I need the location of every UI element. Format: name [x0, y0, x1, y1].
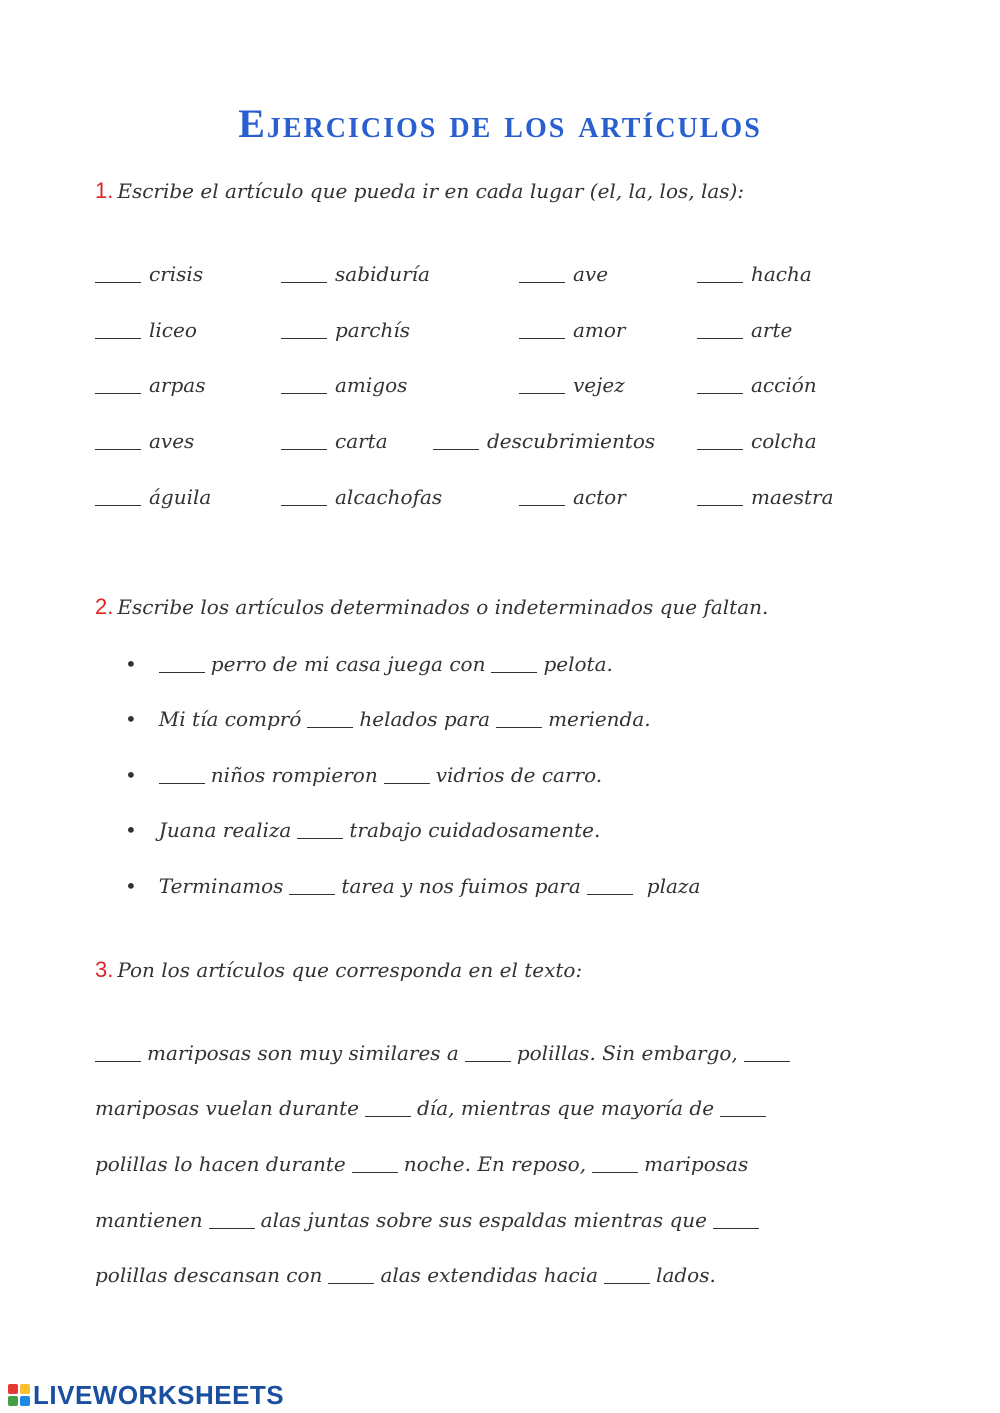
answer-blank[interactable]: [720, 1115, 766, 1117]
answer-blank[interactable]: [159, 782, 205, 784]
answer-blank[interactable]: [604, 1282, 650, 1284]
word-label: colcha: [751, 429, 817, 453]
answer-blank[interactable]: [697, 392, 743, 394]
paragraph-line-5: polillas descansan con alas extendidas hacia lados.: [95, 1263, 716, 1287]
answer-blank[interactable]: [307, 726, 353, 728]
answer-blank[interactable]: [95, 281, 141, 283]
section-3-number: 3.: [95, 957, 114, 982]
answer-blank[interactable]: [281, 504, 327, 506]
answer-blank[interactable]: [159, 671, 205, 673]
fill-item: [95, 373, 205, 397]
fill-item: [519, 373, 625, 397]
fill-item: [433, 429, 655, 453]
answer-blank[interactable]: [519, 392, 565, 394]
answer-blank[interactable]: [297, 837, 343, 839]
logo-icon: [8, 1384, 30, 1406]
word-label: arte: [751, 318, 793, 342]
fill-item: [519, 485, 626, 509]
fill-item: [697, 373, 817, 397]
section-3-heading: [95, 957, 582, 983]
word-label: aves: [149, 429, 195, 453]
answer-blank[interactable]: [365, 1115, 411, 1117]
answer-blank[interactable]: [713, 1227, 759, 1229]
word-label: vejez: [573, 373, 625, 397]
word-label: ave: [573, 262, 609, 286]
word-label: arpas: [149, 373, 206, 397]
fill-item: [95, 429, 194, 453]
section-3-text: Pon los artículos que corresponda en el texto:: [117, 958, 583, 982]
sentence-2: • Mi tía compró helados para merienda.: [125, 707, 651, 731]
answer-blank[interactable]: [744, 1060, 790, 1062]
page-title: Ejercicios de los artículos: [238, 101, 762, 146]
sentence-1: • perro de mi casa juega con pelota.: [125, 652, 613, 676]
answer-blank[interactable]: [281, 337, 327, 339]
word-label: amor: [573, 318, 626, 342]
answer-blank[interactable]: [95, 504, 141, 506]
paragraph-line-3: polillas lo hacen durante noche. En reposo, mariposas: [95, 1152, 749, 1176]
section-1-text: Escribe el artículo que pueda ir en cada lugar (el, la, los, las):: [117, 179, 745, 203]
section-2-text: Escribe los artículos determinados o indeterminados que faltan.: [117, 595, 769, 619]
answer-blank[interactable]: [697, 281, 743, 283]
answer-blank[interactable]: [697, 448, 743, 450]
answer-blank[interactable]: [519, 337, 565, 339]
section-2-heading: [95, 594, 768, 620]
fill-item: [519, 262, 608, 286]
logo-text: LIVEWORKSHEETS: [33, 1379, 285, 1410]
paragraph-line-1: mariposas son muy similares a polillas. Sin embargo,: [95, 1041, 796, 1065]
word-label: parchís: [335, 318, 411, 342]
answer-blank[interactable]: [465, 1060, 511, 1062]
answer-blank[interactable]: [281, 281, 327, 283]
answer-blank[interactable]: [281, 448, 327, 450]
fill-item: [95, 485, 211, 509]
answer-blank[interactable]: [519, 504, 565, 506]
section-1-number: 1.: [95, 178, 114, 203]
sentence-4: • Juana realiza trabajo cuidadosamente.: [125, 818, 601, 842]
fill-item: [95, 318, 197, 342]
answer-blank[interactable]: [95, 392, 141, 394]
word-label: liceo: [149, 318, 197, 342]
answer-blank[interactable]: [697, 337, 743, 339]
fill-item: [697, 318, 792, 342]
fill-item: [95, 262, 203, 286]
paragraph-line-2: mariposas vuelan durante día, mientras que mayoría de: [95, 1096, 772, 1120]
answer-blank[interactable]: [519, 281, 565, 283]
answer-blank[interactable]: [289, 893, 335, 895]
answer-blank[interactable]: [95, 1060, 141, 1062]
paragraph-line-4: mantienen alas juntas sobre sus espaldas mientras que: [95, 1208, 765, 1232]
fill-item: [281, 485, 442, 509]
answer-blank[interactable]: [496, 726, 542, 728]
word-label: crisis: [149, 262, 204, 286]
word-label: amigos: [335, 373, 408, 397]
fill-item: [697, 429, 817, 453]
answer-blank[interactable]: [697, 504, 743, 506]
answer-blank[interactable]: [352, 1171, 398, 1173]
sentence-3: • niños rompieron vidrios de carro.: [125, 763, 603, 787]
fill-item: [281, 429, 388, 453]
word-label: águila: [149, 485, 212, 509]
fill-item: [697, 485, 834, 509]
answer-blank[interactable]: [433, 448, 479, 450]
section-2-number: 2.: [95, 594, 114, 619]
fill-item: [519, 318, 626, 342]
liveworksheets-logo: [8, 1380, 284, 1410]
answer-blank[interactable]: [328, 1282, 374, 1284]
word-label: maestra: [751, 485, 834, 509]
answer-blank[interactable]: [491, 671, 537, 673]
word-label: acción: [751, 373, 817, 397]
fill-item: [281, 318, 410, 342]
fill-item: [281, 262, 430, 286]
word-label: hacha: [751, 262, 812, 286]
answer-blank[interactable]: [384, 782, 430, 784]
answer-blank[interactable]: [209, 1227, 255, 1229]
fill-item: [281, 373, 407, 397]
answer-blank[interactable]: [95, 337, 141, 339]
word-label: alcachofas: [335, 485, 443, 509]
answer-blank[interactable]: [587, 893, 633, 895]
sentence-5: • Terminamos tarea y nos fuimos para plaza: [125, 874, 701, 898]
answer-blank[interactable]: [592, 1171, 638, 1173]
answer-blank[interactable]: [281, 392, 327, 394]
fill-item: [697, 262, 812, 286]
word-label: actor: [573, 485, 626, 509]
answer-blank[interactable]: [95, 448, 141, 450]
section-1-heading: [95, 178, 744, 204]
word-label: sabiduría: [335, 262, 430, 286]
word-label: carta: [335, 429, 388, 453]
word-label: descubrimientos: [487, 429, 656, 453]
